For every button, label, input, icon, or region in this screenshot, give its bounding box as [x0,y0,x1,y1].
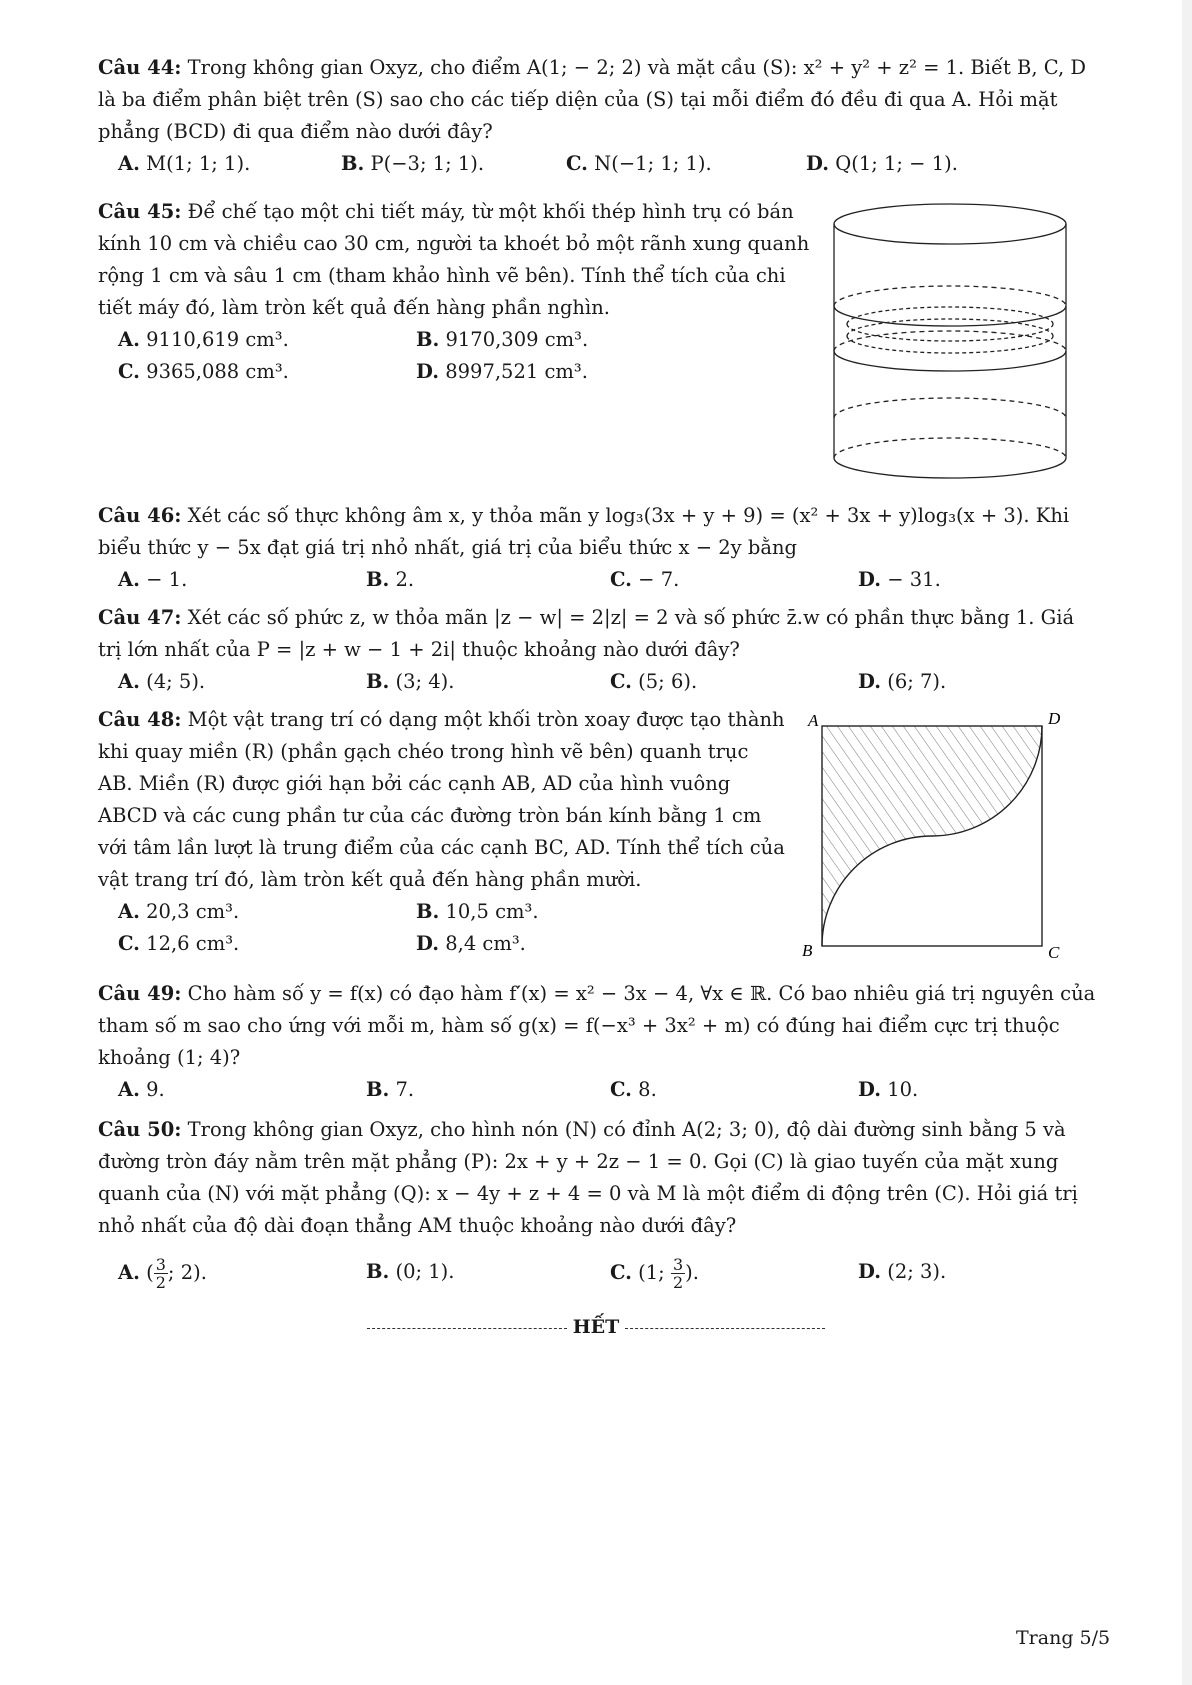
question-48 [98,704,788,960]
option-d[interactable] [858,666,946,698]
option-key: B. [416,328,440,351]
option-value: 8. [638,1078,657,1101]
question-label: Câu 50: [98,1118,182,1141]
option-value: (3; 4). [395,670,455,693]
question-45 [98,196,818,388]
question-text: Để chế tạo một chi tiết máy, từ một khối thép hình trụ có bán kính 10 cm và chiều cao 30 cm, người ta khoét bỏ một rãnh xung quanh rộng 1 cm và sâu 1 cm (tham khảo hình vẽ bên). Tính thể tích của chi tiết máy đó, làm tròn kết quả đến hàng phần nghìn. [98,200,810,319]
option-key: B. [341,152,365,175]
option-a[interactable] [118,1256,207,1291]
scan-edge [1182,0,1192,1685]
option-a[interactable] [118,324,289,356]
option-value: 9110,619 cm³. [146,328,289,351]
options-row [98,928,788,960]
option-key: C. [118,360,140,383]
option-c[interactable] [610,564,679,596]
question-47 [98,602,1098,698]
option-value: (4; 5). [146,670,206,693]
option-key: A. [118,900,140,923]
fraction [154,1256,168,1291]
option-c[interactable] [610,1256,699,1291]
option-key: D. [858,670,882,693]
option-d[interactable] [858,564,941,596]
option-value: 9. [146,1078,165,1101]
question-46 [98,500,1098,596]
option-key: C. [566,152,588,175]
option-key: C. [610,568,632,591]
question-label: Câu 49: [98,982,182,1005]
options-row [98,148,1098,180]
option-a[interactable] [118,1074,165,1106]
fraction-denominator: 2 [672,1273,684,1292]
option-key: D. [806,152,830,175]
options-row [98,666,1098,698]
options-row [98,1074,1098,1106]
option-value-prefix: (1; [638,1261,671,1284]
option-a[interactable] [118,148,250,180]
option-value: (5; 6). [638,670,698,693]
question-text: Xét các số thực không âm x, y thỏa mãn y log₃(3x + y + 9) = (x² + 3x + y)log₃(x + 3). Khi biểu thức y − 5x đạt giá trị nhỏ nhất, giá trị của biểu thức x − 2y bằng [98,504,1070,559]
divider [625,1328,825,1329]
question-44 [98,52,1098,180]
option-key: D. [416,360,440,383]
option-value: (2; 3). [887,1260,947,1283]
option-key: A. [118,1261,140,1284]
option-value: 20,3 cm³. [146,900,240,923]
question-label: Câu 45: [98,200,182,223]
option-value: 9170,309 cm³. [445,328,589,351]
option-value: − 1. [146,568,188,591]
option-c[interactable] [610,1074,657,1106]
option-value: 9365,088 cm³. [146,360,289,383]
option-d[interactable] [858,1256,946,1288]
option-d[interactable] [416,928,526,960]
option-value: 2. [395,568,415,591]
option-key: C. [610,1078,632,1101]
option-key: D. [416,932,440,955]
option-value: 8,4 cm³. [445,932,526,955]
option-value: Q(1; 1; − 1). [835,152,958,175]
question-text: Cho hàm số y = f(x) có đạo hàm f′(x) = x² − 3x − 4, ∀x ∈ ℝ. Có bao nhiêu giá trị nguyên của tham số m sao cho ứng với mỗi m, hàm số g(x) = f(−x³ + 3x² + m) có đúng hai điểm cực trị thuộc khoảng (1; 4)? [98,982,1096,1069]
option-c[interactable] [610,666,697,698]
question-label: Câu 47: [98,606,182,629]
option-key: C. [118,932,140,955]
end-text: HẾT [572,1316,620,1338]
option-value: (6; 7). [887,670,947,693]
option-c[interactable] [566,148,712,180]
option-value: (0; 1). [395,1260,455,1283]
option-key: B. [366,1260,390,1283]
option-d[interactable] [858,1074,918,1106]
option-value: M(1; 1; 1). [146,152,251,175]
question-label: Câu 44: [98,56,182,79]
question-text: Trong không gian Oxyz, cho điểm A(1; − 2; 2) và mặt cầu (S): x² + y² + z² = 1. Biết B, C, D là ba điểm phân biệt trên (S) sao cho các tiếp diện của (S) tại mỗi điểm đó đều đi qua A. Hỏi mặt phẳng (BCD) đi qua điểm nào dưới đây? [98,56,1087,143]
question-label: Câu 48: [98,708,182,731]
option-d[interactable] [416,356,588,388]
options-row [98,1242,1098,1304]
option-key: A. [118,670,140,693]
fraction [671,1256,685,1291]
vertex-a-label: A [808,711,819,730]
hatched-region-figure [790,706,1080,961]
option-key: B. [366,568,390,591]
options-row [98,356,818,388]
option-b[interactable] [416,896,539,928]
fraction-numerator: 3 [672,1255,684,1274]
option-value: 10,5 cm³. [445,900,539,923]
option-b[interactable] [416,324,588,356]
cylinder-groove-figure [825,196,1075,486]
option-a[interactable] [118,896,239,928]
option-b[interactable] [366,564,414,596]
option-c[interactable] [118,356,289,388]
option-value-suffix: ). [685,1261,699,1284]
option-value: 12,6 cm³. [146,932,240,955]
option-key: A. [118,568,140,591]
option-a[interactable] [118,564,187,596]
option-value: N(−1; 1; 1). [594,152,712,175]
option-a[interactable] [118,666,205,698]
option-d[interactable] [806,148,958,180]
option-key: A. [118,152,140,175]
option-value: − 7. [638,568,680,591]
option-value: − 31. [887,568,941,591]
option-b[interactable] [366,1074,414,1106]
vertex-d-label: D [1048,709,1061,728]
question-label: Câu 46: [98,504,182,527]
fraction-numerator: 3 [155,1255,166,1274]
page-number: Trang 5/5 [1016,1627,1111,1649]
option-value-suffix: ; 2). [167,1261,207,1284]
option-key: C. [610,1261,632,1284]
question-49 [98,978,1098,1106]
option-key: D. [858,1078,882,1101]
option-b[interactable] [366,1256,454,1288]
option-b[interactable] [341,148,484,180]
divider [367,1328,567,1329]
fraction-denominator: 2 [155,1273,166,1292]
option-value: 8997,521 cm³. [445,360,588,383]
option-key: B. [416,900,440,923]
question-text: Trong không gian Oxyz, cho hình nón (N) có đỉnh A(2; 3; 0), độ dài đường sinh bằng 5 và đường tròn đáy nằm trên mặt phẳng (P): 2x + y + 2z − 1 = 0. Gọi (C) là giao tuyến của mặt xung quanh của (N) với mặt phẳng (Q): x − 4y + z + 4 = 0 và M là một điểm di động trên (C). Hỏi giá trị nhỏ nhất của độ dài đoạn thẳng AM thuộc khoảng nào dưới đây? [98,1118,1078,1237]
option-key: D. [858,1260,882,1283]
option-key: A. [118,328,140,351]
option-value-prefix: ( [146,1261,154,1284]
option-value: 7. [395,1078,415,1101]
option-key: C. [610,670,632,693]
option-value: P(−3; 1; 1). [370,152,485,175]
vertex-b-label: B [802,941,813,960]
end-marker [0,1316,1192,1338]
option-key: B. [366,1078,390,1101]
option-c[interactable] [118,928,239,960]
option-key: A. [118,1078,140,1101]
option-value: 10. [887,1078,919,1101]
question-text: Một vật trang trí có dạng một khối tròn xoay được tạo thành khi quay miền (R) (phần gạch chéo trong hình vẽ bên) quanh trục AB. Miền (R) được giới hạn bởi các cạnh AB, AD của hình vuông ABCD và các cung phần tư của các đường tròn bán kính bằng 1 cm với tâm lần lượt là trung điểm của các cạnh BC, AD. Tính thể tích của vật trang trí đó, làm tròn kết quả đến hàng phần mười. [98,708,785,891]
question-text: Xét các số phức z, w thỏa mãn |z − w| = 2|z| = 2 và số phức z̄.w có phần thực bằng 1. Giá trị lớn nhất của P = |z + w − 1 + 2i| thuộc khoảng nào dưới đây? [98,606,1075,661]
option-key: B. [366,670,390,693]
vertex-c-label: C [1048,943,1060,961]
option-key: D. [858,568,882,591]
option-b[interactable] [366,666,454,698]
question-50 [98,1114,1098,1304]
options-row [98,564,1098,596]
options-row [98,324,818,356]
options-row [98,896,788,928]
